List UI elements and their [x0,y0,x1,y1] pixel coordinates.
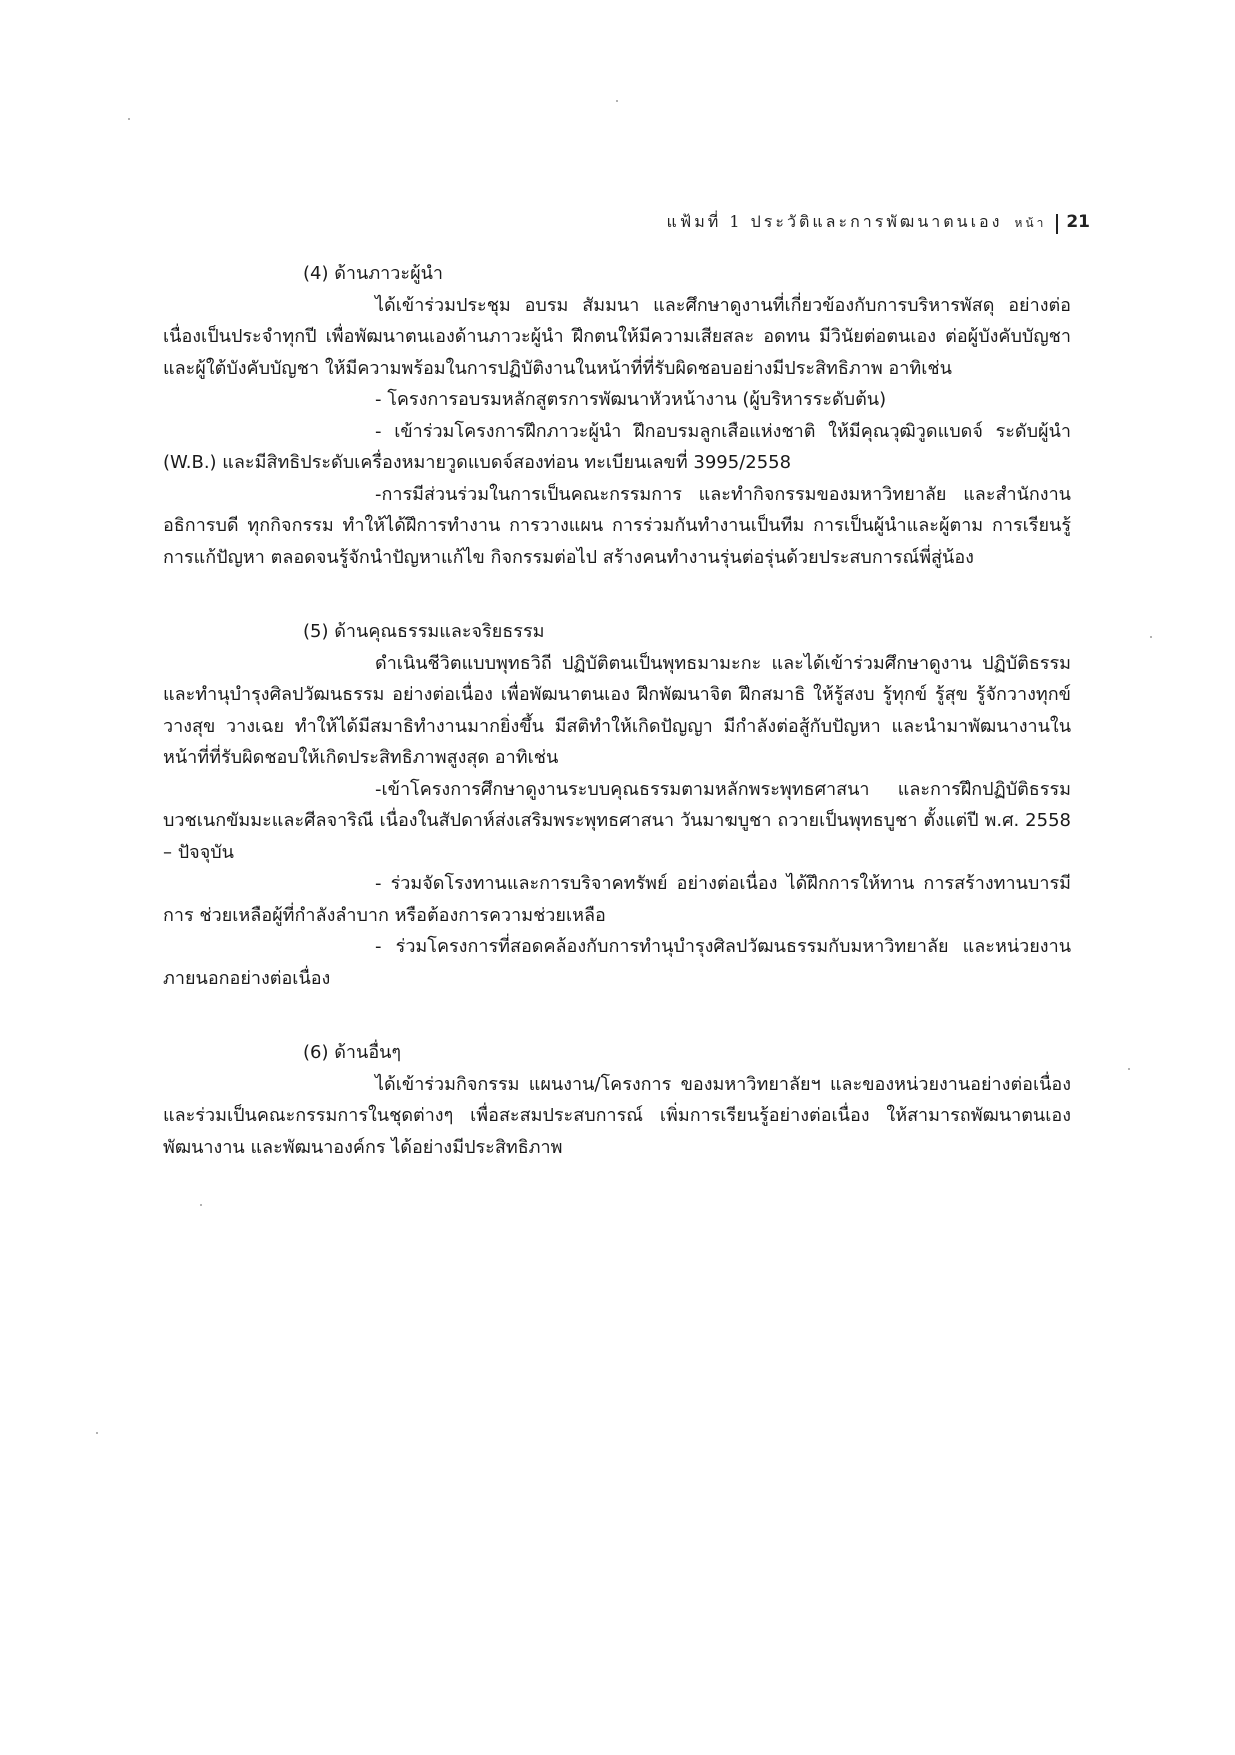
body-content [163,258,1071,1163]
scan-speck [1128,1068,1130,1070]
section-leadership [163,258,1071,573]
section-paragraph: ได้เข้าร่วมประชุม อบรม สัมมนา และศึกษาดูงานที่เกี่ยวข้องกับการบริหารพัสดุ อย่างต่อเนื่องเป็นประจำทุกปี เพื่อพัฒนาตนเองด้านภาวะผู้นำ ฝึกตนให้มีความเสียสละ อดทน มีวินัยต่อตนเอง ต่อผู้บังคับบัญชา และผู้ใต้บังคับบัญชา ให้มีความพร้อมในการปฏิบัติงานในหน้าที่ที่รับผิดชอบอย่างมีประสิทธิภาพ อาทิเช่น [163,294,1071,379]
section-other [163,1037,1071,1163]
section-paragraph: ได้เข้าร่วมกิจกรรม แผนงาน/โครงการ ของมหาวิทยาลัยฯ และของหน่วยงานอย่างต่อเนื่อง และร่วมเป็นคณะกรรมการในชุดต่างๆ เพื่อสะสมประสบการณ์ เพิ่มการเรียนรู้อย่างต่อเนื่อง ให้สามารถพัฒนาตนเอง พัฒนางาน และพัฒนาองค์กร ได้อย่างมีประสิทธิภาพ [163,1073,1071,1158]
section-spacer [163,573,1071,616]
scan-speck [200,1204,202,1206]
list-item: -เข้าโครงการศึกษาดูงานระบบคุณธรรมตามหลักพระพุทธศาสนา และการฝึกปฏิบัติธรรมบวชเนกขัมมะและศีลจาริณี เนื่องในสัปดาห์ส่งเสริมพระพุทธศาสนา วันมาฆบูชา ถวายเป็นพุทธบูชา ตั้งแต่ปี พ.ศ. 2558 – ปัจจุบัน [163,778,1071,863]
scan-speck [616,100,618,102]
header-page-label: หน้า [1014,216,1047,230]
section-paragraph: ดำเนินชีวิตแบบพุทธวิถี ปฏิบัติตนเป็นพุทธมามะกะ และได้เข้าร่วมศึกษาดูงาน ปฏิบัติธรรม และทำนุบำรุงศิลปวัฒนธรรม อย่างต่อเนื่อง เพื่อพัฒนาตนเอง ฝึกพัฒนาจิต ฝึกสมาธิ ให้รู้สงบ รู้ทุกข์ รู้สุข รู้จักวางทุกข์ วางสุข วางเฉย ทำให้ได้มีสมาธิทำงานมากยิ่งขึ้น มีสติทำให้เกิดปัญญา มีกำลังต่อสู้กับปัญหา และนำมาพัฒนางานในหน้าที่ที่รับผิดชอบให้เกิดประสิทธิภาพสูงสุด อาทิเช่น [163,652,1071,768]
section-ethics [163,616,1071,994]
list-item: - ร่วมโครงการที่สอดคล้องกับการทำนุบำรุงศิลปวัฒนธรรมกับมหาวิทยาลัย และหน่วยงานภายนอกอย่างต่อเนื่อง [163,936,1071,989]
header-title: แฟ้มที่ 1 ประวัติและการพัฒนาตนเอง [666,212,1003,231]
header-divider [1056,214,1058,234]
section-heading: (4) ด้านภาวะผู้นำ [303,263,444,284]
scan-speck [96,1432,98,1434]
list-item: -การมีส่วนร่วมในการเป็นคณะกรรมการ และทำกิจกรรมของมหาวิทยาลัย และสำนักงานอธิการบดี ทุกกิจกรรม ทำให้ได้ฝึการทำงาน การวางแผน การร่วมกันทำงานเป็นทีม การเป็นผู้นำและผู้ตาม การเรียนรู้การแก้ปัญหา ตลอดจนรู้จักนำปัญหาแก้ไข กิจกรรมต่อไป สร้างคนทำงานรุ่นต่อรุ่นด้วยประสบการณ์พี่สู่น้อง [163,483,1071,568]
section-heading: (6) ด้านอื่นๆ [303,1042,402,1063]
page-number: 21 [1066,212,1090,232]
section-heading: (5) ด้านคุณธรรมและจริยธรรม [303,621,545,642]
scan-speck [1150,636,1152,638]
running-header [540,210,1090,238]
section-spacer [163,994,1071,1037]
scan-speck [128,118,130,120]
list-item: - โครงการอบรมหลักสูตรการพัฒนาหัวหน้างาน (ผู้บริหารระดับต้น) [375,389,887,410]
list-item: - ร่วมจัดโรงทานและการบริจาคทรัพย์ อย่างต่อเนื่อง ได้ฝึกการให้ทาน การสร้างทานบารมี การ ช่วยเหลือผู้ที่กำลังลำบาก หรือต้องการความช่วยเหลือ [163,873,1071,926]
list-item: - เข้าร่วมโครงการฝึกภาวะผู้นำ ฝึกอบรมลูกเสือแห่งชาติ ให้มีคุณวุฒิวูดแบดจ์ ระดับผู้นำ (W.B.) และมีสิทธิประดับเครื่องหมายวูดแบดจ์สองท่อน ทะเบียนเลขที่ 3995/2558 [163,420,1071,473]
